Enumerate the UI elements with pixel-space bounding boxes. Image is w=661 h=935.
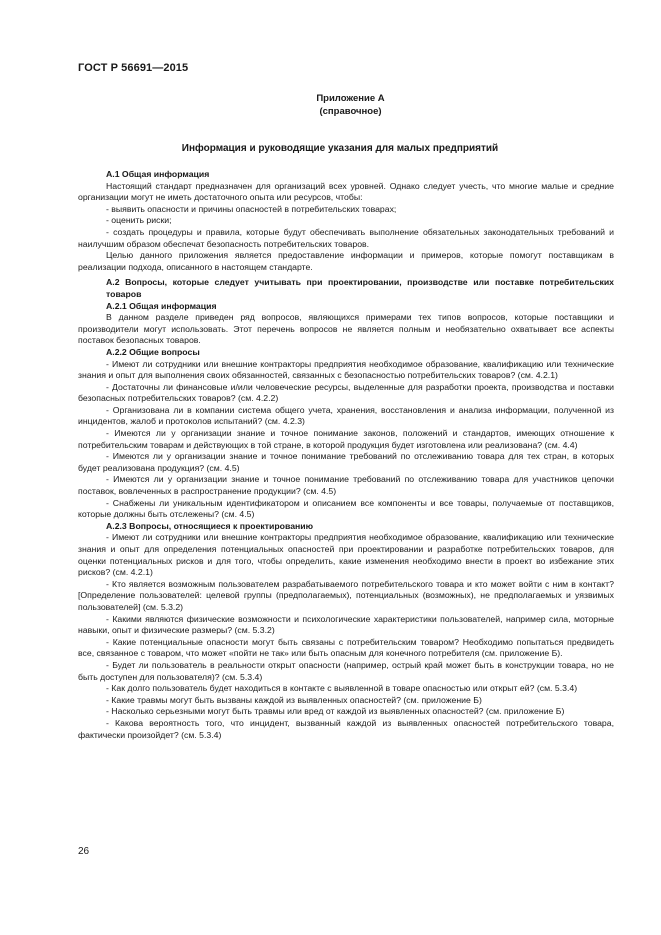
page-number: 26 bbox=[78, 846, 90, 857]
list-item: - выявить опасности и причины опасностей в потребительских товарах; bbox=[106, 203, 397, 214]
list-item: - Имеют ли сотрудники или внешние контракторы предприятия необходимое образование, квалификацию или технические знания и опыт для выполнения своих обязанностей, связанных с безопасностью потребительских товаров? (см. 4.2.1) bbox=[78, 358, 614, 381]
section-heading-a21: А.2.1 Общая информация bbox=[106, 300, 217, 311]
list-item: - Будет ли пользователь в реальности открыт опасности (например, острый край может быть в конструкции товара, но не быть доступен для пользователя)? (см. 5.3.4) bbox=[78, 659, 614, 682]
list-item: - Насколько серьезными могут быть травмы или вред от каждой из выявленных опасностей? (см. приложение Б) bbox=[106, 706, 565, 717]
list-item: - Какие травмы могут быть вызваны каждой из выявленных опасностей? (см. приложение Б) bbox=[106, 694, 482, 705]
list-item: - Достаточны ли финансовые и/или человеческие ресурсы, выделенные для разработки проекта, производства и поставки безопасных потребительских товаров? (см. 4.2.2) bbox=[78, 381, 614, 404]
list-item: - Как долго пользователь будет находиться в контакте с выявленной в товаре опасностью или открыт ей? (см. 5.3.4) bbox=[106, 683, 578, 694]
list-item: - Какими являются физические возможности и психологические характеристики пользователей, например сила, моторные навыки, опыт и физические размеры? (см. 5.3.2) bbox=[78, 613, 614, 636]
document-body bbox=[78, 169, 614, 741]
list-item: - оценить риски; bbox=[106, 215, 172, 226]
paragraph: В данном разделе приведен ряд вопросов, являющихся примерами тех типов вопросов, которые поставщики и производители могут использовать. Этот перечень вопросов не является полным и необязательно охватывает все аспекты поставок безопасных товаров. bbox=[78, 312, 614, 346]
list-item: - Кто является возможным пользователем разрабатываемого потребительского товара и кто может войти с ним в контакт? [Определение пользователей: целевой группы (предполагаемых), потенциальных (возможных), не предполагаемых и уязвимых пользователей] (см. 5.3.2) bbox=[78, 578, 614, 612]
list-item: - Имеются ли у организации знание и точное понимание требований по отслеживанию товара для участников цепочки поставок, вовлеченных в распространение продукции? (см. 4.5) bbox=[78, 474, 614, 497]
section-heading-a1: А.1 Общая информация bbox=[106, 169, 210, 179]
list-item: - Организована ли в компании система общего учета, хранения, восстановления и анализа информации, полученной из инцидентов, жалоб и протоколов испытаний? (см. 4.2.3) bbox=[78, 404, 614, 427]
paragraph: Настоящий стандарт предназначен для организаций всех уровней. Однако следует учесть, что многие малые и средние организации могут не иметь достаточного опыта или ресурсов, чтобы: bbox=[78, 180, 614, 203]
section-heading-a22: А.2.2 Общие вопросы bbox=[106, 346, 200, 357]
list-item: - Имеют ли сотрудники или внешние контракторы предприятия необходимое образование, квалификацию или технические знания и опыт для определения потенциальных опасностей при проектировании и разработке потребительских товаров, для оценки потенциальных рисков и для того, чтобы определить, какие изменения необходимо внести в проект во избежание этих рисков? (см. 4.2.1) bbox=[78, 532, 614, 578]
list-item: - Какова вероятность того, что инцидент, вызванный каждой из выявленных опасностей потребительского товара, фактически произойдет? (см. 5.3.4) bbox=[78, 717, 614, 740]
annex-subtitle: (справочное) bbox=[319, 106, 382, 117]
paragraph: Целью данного приложения является предоставление информации и примеров, которые помогут поставщикам в реализации подхода, описанного в настоящем стандарте. bbox=[78, 250, 614, 272]
list-item: - Имеются ли у организации знание и точное понимание законов, положений и стандартов, имеющих отношение к потребительским товарам и действующих в той стране, в которой продукция будет изготовлена или реализована? (см. 4.4) bbox=[78, 428, 614, 450]
list-item: - создать процедуры и правила, которые будут обеспечивать выполнение обязательных законодательных требований и наилучшим образом обеспечат безопасность потребительских товаров. bbox=[78, 226, 614, 249]
list-item: - Какие потенциальные опасности могут быть связаны с потребительским товаром? Необходимо попытаться предвидеть все, связанное с товаром, что может «пойти не так» или быть опасным для конечного потребителя (см. приложение Б). bbox=[78, 636, 614, 659]
annex-title: Приложение А bbox=[316, 93, 385, 104]
list-item: - Имеются ли у организации знание и точное понимание требований по отслеживанию товара для тех стран, в которых будет реализована продукция? (см. 4.5) bbox=[78, 451, 614, 473]
main-title: Информация и руководящие указания для малых предприятий bbox=[181, 143, 499, 154]
document-code: ГОСТ Р 56691—2015 bbox=[78, 62, 189, 74]
section-heading-a2: А.2 Вопросы, которые следует учитывать при проектировании, производстве или поставке потребительских товаров bbox=[106, 277, 614, 299]
section-heading-a23: А.2.3 Вопросы, относящиеся к проектированию bbox=[106, 520, 314, 531]
list-item: - Снабжены ли уникальным идентификатором и описанием все компоненты и все товары, получаемые от поставщиков, которые должны быть отслежены? (см. 4.5) bbox=[78, 497, 614, 520]
